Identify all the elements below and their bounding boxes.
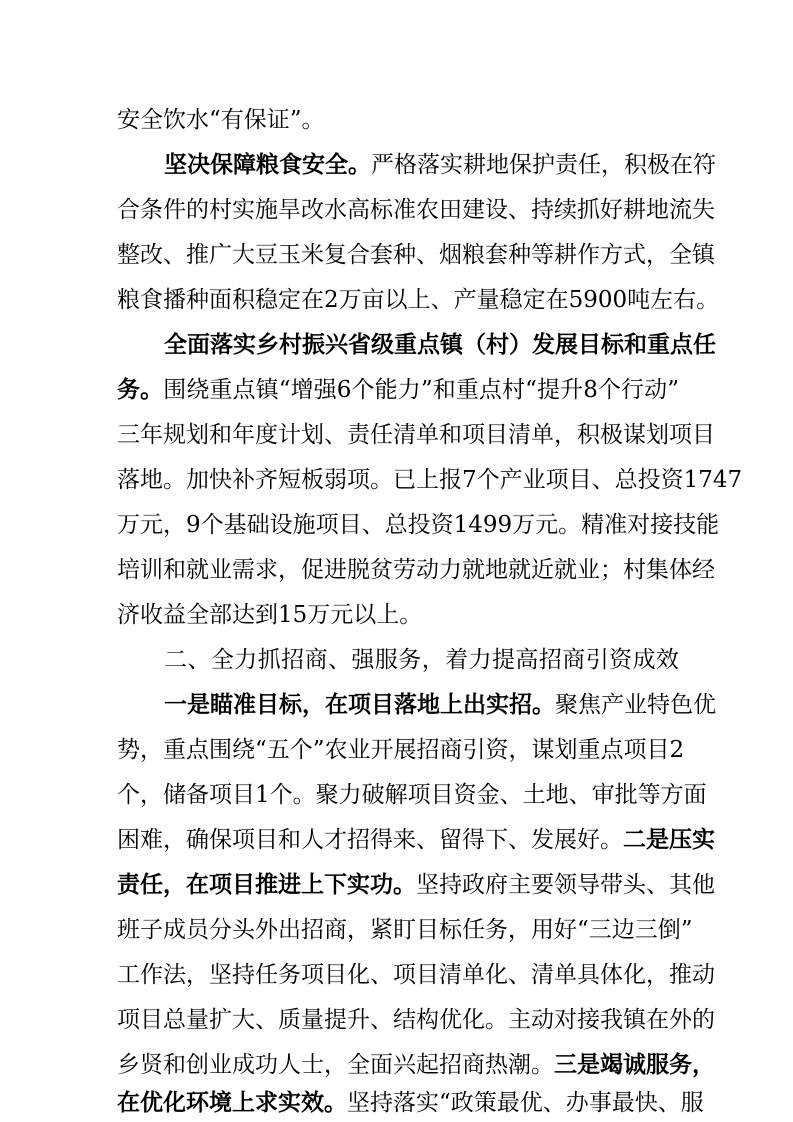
paragraph-line: 整改、推广大豆玉米复合套种、烟粮套种等耕作方式，全镇 bbox=[117, 242, 715, 268]
paragraph-line bbox=[117, 1088, 704, 1118]
body-text: 坚持政府主要领导带头、其他 bbox=[416, 872, 715, 898]
body-text: 乡贤和创业成功人士，全面兴起招商热潮。 bbox=[117, 1052, 554, 1078]
body-text: 安全饮水“有保证”。 bbox=[117, 107, 325, 133]
paragraph-line: 个，储备项目1个。聚力破解项目资金、土地、审批等方面 bbox=[117, 782, 707, 808]
body-text: 严格落实耕地保护责任，积极在符 bbox=[371, 152, 716, 178]
paragraph-line: 万元，9个基础设施项目、总投资1499万元。精准对接技能 bbox=[117, 512, 720, 538]
paragraph-line: 势，重点围绕“五个”农业开展招商引资，谋划重点项目2 bbox=[117, 737, 685, 763]
body-text: 坚持落实“政策最优、办事最快、服 bbox=[347, 1090, 704, 1116]
body-text: 围绕重点镇“增强6个能力”和重点村“提升8个行动” bbox=[163, 377, 679, 403]
paragraph-line: 落地。加快补齐短板弱项。已上报7个产业项目、总投资1747 bbox=[117, 467, 743, 493]
paragraph-line: 工作法，坚持任务项目化、项目清单化、清单具体化，推动 bbox=[117, 962, 715, 988]
paragraph-line bbox=[117, 375, 679, 405]
paragraph-line bbox=[117, 870, 715, 900]
paragraph-title: 责任，在项目推进上下实功。 bbox=[117, 872, 416, 898]
paragraph-title: 在优化环境上求实效。 bbox=[117, 1090, 347, 1116]
paragraph-title: 一是瞄准目标，在项目落地上出实招。 bbox=[164, 692, 555, 718]
body-text: 困难，确保项目和人才招得来、留得下、发展好。 bbox=[117, 827, 623, 853]
paragraph-line bbox=[164, 690, 716, 720]
paragraph-line: 合条件的村实施旱改水高标准农田建设、持续抓好耕地流失 bbox=[117, 197, 715, 223]
paragraph-title: 坚决保障粮食安全。 bbox=[164, 152, 371, 178]
paragraph-line: 粮食播种面积稳定在2万亩以上、产量稳定在5900吨左右。 bbox=[117, 287, 720, 313]
paragraph-title: 三是竭诚服务， bbox=[554, 1052, 715, 1078]
paragraph-line bbox=[117, 825, 715, 855]
body-text: 聚焦产业特色优 bbox=[555, 692, 716, 718]
paragraph-line: 培训和就业需求，促进脱贫劳动力就地就近就业；村集体经 bbox=[117, 557, 715, 583]
paragraph-line bbox=[164, 330, 716, 360]
paragraph-line bbox=[117, 1050, 715, 1080]
paragraph-title: 全面落实乡村振兴省级重点镇（村）发展目标和重点任 bbox=[164, 332, 716, 358]
paragraph-title: 二是压实 bbox=[623, 827, 715, 853]
paragraph-line bbox=[164, 150, 716, 180]
paragraph-line bbox=[117, 105, 679, 135]
paragraph-line: 班子成员分头外出招商，紧盯目标任务，用好“三边三倒” bbox=[117, 917, 693, 943]
paragraph-line: 济收益全部达到15万元以上。 bbox=[117, 602, 423, 628]
paragraph-line: 项目总量扩大、质量提升、结构优化。主动对接我镇在外的 bbox=[117, 1007, 715, 1033]
paragraph-line: 三年规划和年度计划、责任清单和项目清单，积极谋划项目 bbox=[117, 422, 715, 448]
section-heading: 二、全力抓招商、强服务，着力提高招商引资成效 bbox=[164, 647, 679, 673]
paragraph-title: 务。 bbox=[117, 377, 164, 403]
